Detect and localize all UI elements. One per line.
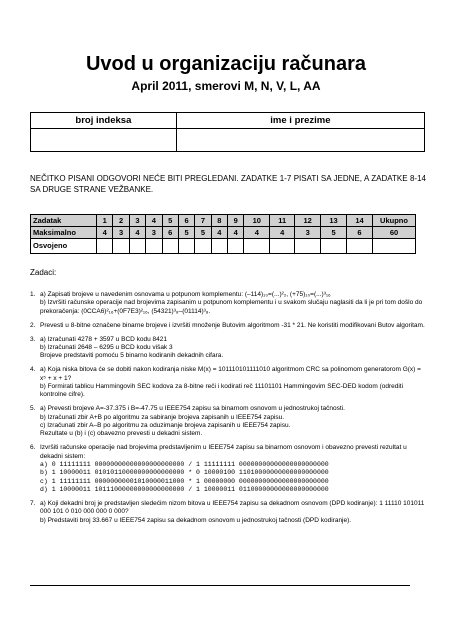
task-number-cell: 12 — [295, 215, 321, 227]
task-item — [30, 366, 426, 399]
page-subtitle: April 2011, smerovi M, N, V, L, AA — [131, 79, 321, 93]
earned-points-cell[interactable] — [270, 239, 295, 254]
task-line: a) Koji dekadni broj je predstavljen sledećim nizom bitova u IEEE754 zapisu sa dekadnom osnovom (DPD kodiranje): 1 11110 101011 000 101 0 010 000 000 0 000? — [40, 500, 425, 516]
score-table — [30, 214, 416, 254]
task-number-cell: 8 — [211, 215, 227, 227]
task-number-cell: 4 — [146, 215, 162, 227]
task-line: d) 1 10000011 10111000000000000000000 / 1 10000011 01100000000000000000000 — [40, 485, 329, 493]
task-number-cell: 14 — [347, 215, 373, 227]
tasks-heading: Zadaci: — [30, 268, 57, 277]
score-row-earned — [31, 239, 416, 254]
earned-points-cell[interactable] — [146, 239, 162, 254]
task-line: a) Prevesti brojeve A=-37.375 i B=-47.75 u IEEE754 zapisu sa binarnom osnovom u jednostrukoj tačnosti. — [40, 405, 345, 413]
task-line: c) Izračunati zbir A–B po algoritmu za oduzimanje brojeva zapisanih u IEEE754 zapisu. — [40, 422, 291, 430]
task-line: b) Formirati tablicu Hammingovih SEC kodova za 8-bitne reči i kodirati reč 11101101 Hammingovim SEC-DED kodom (odrediti kontrolne cifre). — [40, 383, 404, 399]
max-points-cell: 5 — [321, 227, 347, 239]
page-divider — [30, 585, 410, 586]
full-name-header: ime i prezime — [176, 113, 424, 129]
task-number-cell: 13 — [321, 215, 347, 227]
task-line: c) 1 11111111 00000000001010000011000 * 1 00000000 00000000000000000000000 — [40, 477, 329, 485]
earned-points-cell[interactable] — [178, 239, 194, 254]
task-number-cell: 7 — [195, 215, 211, 227]
earned-points-cell[interactable] — [295, 239, 321, 254]
earned-points-cell[interactable] — [129, 239, 145, 254]
max-points-cell: 5 — [195, 227, 211, 239]
earned-points-cell[interactable] — [162, 239, 178, 254]
earned-points-cell[interactable] — [244, 239, 270, 254]
task-number: 1. — [30, 291, 36, 298]
task-line: a) Zapisati brojeve u navedenim osnovama u potpunom komplementu: (–114)₁₀=(...)²₂, (+75)₁₀=(...)³₁₆ — [40, 291, 331, 298]
earned-points-cell[interactable] — [113, 239, 129, 254]
task-item — [30, 444, 426, 494]
max-points-cell: 3 — [295, 227, 321, 239]
max-points-cell: 4 — [97, 227, 113, 239]
task-line: Prevesti u 8-bitne označene binarne brojeve i izvršiti množenje Butovim algoritmom -31 * 21. Ne koristiti modifikovani Butov algoritam. — [40, 321, 425, 329]
task-line: a) 0 11111111 00000000000000000000000 / 1 11111111 00000000000000000000000 — [40, 461, 329, 469]
earned-points-cell[interactable] — [211, 239, 227, 254]
task-line: b) 1 10000011 01010110000000000000000 * 0 10000100 11010000000000000000000 — [40, 469, 329, 477]
task-number: 7. — [30, 500, 36, 508]
earned-points-cell[interactable] — [321, 239, 347, 254]
task-number-cell: 3 — [129, 215, 145, 227]
max-total-cell: 60 — [373, 227, 416, 239]
task-number: 6. — [30, 444, 36, 452]
task-number-cell: 5 — [162, 215, 178, 227]
task-line: b) Izvršiti računske operacije nad brojevima zapisanim u potpunom komplementu i u svakom slučaju naglasiti da li je pri tom došlo do prekoračenja: (0CCA6)²₁₆+(0F7E3)²₁₆, (54321)³₈–(01114)³₈. — [40, 299, 423, 315]
score-row-label: Maksimalno — [31, 227, 97, 239]
total-header-cell: Ukupno — [373, 215, 416, 227]
task-number-cell: 2 — [113, 215, 129, 227]
max-points-cell: 4 — [129, 227, 145, 239]
score-row-label: Osvojeno — [31, 239, 97, 254]
task-line: a) Koja niska bitova će se dobiti nakon kodiranja niske M(x) = 101110101111010 algoritmom CRC sa polinomom generatorom G(x) = x⁵ + x + 1? — [40, 366, 421, 382]
score-row-label: Zadatak — [31, 215, 97, 227]
score-row-tasks — [31, 215, 416, 227]
score-row-max — [31, 227, 416, 239]
task-number-cell: 10 — [244, 215, 270, 227]
task-number: 2. — [30, 321, 36, 329]
earned-points-cell[interactable] — [347, 239, 373, 254]
max-points-cell: 4 — [228, 227, 244, 239]
earned-total-cell[interactable] — [373, 239, 416, 254]
student-id-table — [30, 112, 425, 152]
task-number: 5. — [30, 405, 36, 413]
task-line: b) Izračunati zbir A+B po algoritmu za sabiranje brojeva zapisanih u IEEE754 zapisu. — [40, 413, 285, 421]
task-number-cell: 6 — [178, 215, 194, 227]
task-list — [30, 291, 426, 531]
earned-points-cell[interactable] — [97, 239, 113, 254]
task-item — [30, 336, 426, 361]
earned-points-cell[interactable] — [195, 239, 211, 254]
task-number-cell: 9 — [228, 215, 244, 227]
task-item — [30, 291, 426, 316]
task-line: b) Izračunati 2648 – 6295 u BCD kodu višak 3 — [40, 344, 173, 352]
max-points-cell: 4 — [211, 227, 227, 239]
task-line: b) Predstaviti broj 33.667 u IEEE754 zapisu sa dekadnom osnovom u jednostrukoj tačnosti (DPD kodiranje). — [40, 516, 352, 524]
page-title: Uvod u organizaciju računara — [85, 53, 367, 75]
max-points-cell: 6 — [347, 227, 373, 239]
task-item — [30, 322, 426, 330]
index-number-header: broj indeksa — [31, 113, 177, 129]
task-line: Rezultate u (b) i (c) obavezno prevesti u dekadni sistem. — [40, 430, 203, 438]
task-line: a) Izračunati 4278 + 3597 u BCD kodu 8421 — [40, 335, 168, 343]
max-points-cell: 5 — [178, 227, 194, 239]
task-item — [30, 500, 426, 525]
task-number-cell: 1 — [97, 215, 113, 227]
task-line: Brojeve predstaviti pomoću 5 binarno kodiranih dekadnih cifara. — [40, 352, 224, 360]
max-points-cell: 4 — [244, 227, 270, 239]
max-points-cell: 3 — [113, 227, 129, 239]
max-points-cell: 6 — [162, 227, 178, 239]
exam-notice: NEČITKO PISANI ODGOVORI NEĆE BITI PREGLEDANI. ZADATKE 1-7 PISATI SA JEDNE, A ZADATKE 8-14 SA DRUGE STRANE VEŽBANKE. — [30, 174, 426, 194]
earned-points-cell[interactable] — [228, 239, 244, 254]
task-number: 4. — [30, 366, 36, 374]
task-item — [30, 405, 426, 438]
index-number-field[interactable] — [31, 129, 177, 152]
task-line: Izvršiti računske operacije nad brojevima predstavljenim u IEEE754 zapisu sa binarnom osnovom i obavezno prevesti rezultat u dekadni sistem: — [40, 444, 407, 460]
max-points-cell: 3 — [146, 227, 162, 239]
full-name-field[interactable] — [176, 129, 424, 152]
task-number-cell: 11 — [270, 215, 295, 227]
task-number: 3. — [30, 335, 36, 343]
max-points-cell: 4 — [270, 227, 295, 239]
